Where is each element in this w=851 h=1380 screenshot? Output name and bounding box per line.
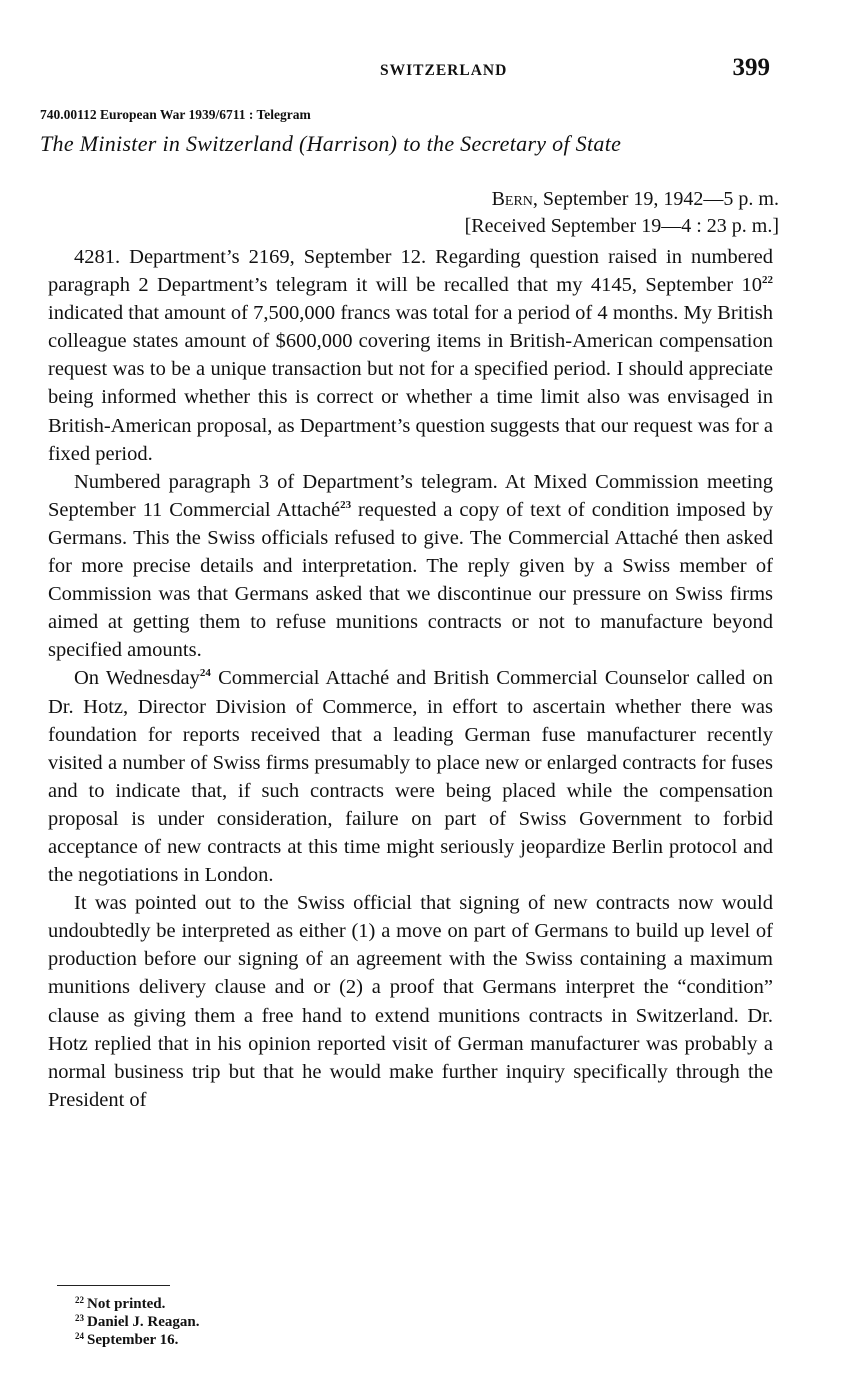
footnote-23: $^{23}$ Daniel J. Reagan. [75, 1313, 200, 1330]
dateline-sent [465, 186, 779, 213]
running-head [48, 56, 772, 88]
paragraph-1: 4281. Department’s 2169, September 12. Regarding question raised in numbered paragraph 2 Department’s telegram it will be recalled that my 4145, September $10^{22}$ indicated that amount of 7,500,000 francs was total for a period of 4 months. My British colleague states amount of $600,000 covering items in British-American compensation request was to be a unique transaction but not for a specified period. I should appreciate being informed whether this is correct or whether a time limit also was envisaged in British-American proposal, as Department’s question suggests that our request was for a fixed period. [48, 246, 773, 465]
page-number: 399 [732, 54, 770, 81]
document-heading: The Minister in Switzerland (Harrison) to the Secretary of State [40, 131, 622, 156]
footnote-22: $^{22}$ Not printed. [75, 1295, 166, 1312]
footnote-divider [57, 1285, 170, 1286]
dateline-place: Bern [491, 188, 533, 210]
footnote-ref-22: 22 [762, 274, 773, 287]
running-title: SWITZERLAND [380, 62, 508, 79]
footnotes [75, 1295, 200, 1349]
paragraph-4: It was pointed out to the Swiss official that signing of new contracts now would undoubtedly be interpreted as either (1) a move on part of Germans to build up level of production before our signing of an agreement with the Swiss containing a maximum munitions delivery clause and or (2) a proof that Germans interpret the “condition” clause as giving them a free hand to extend munitions contracts in Switzerland. Dr. Hotz replied that in his opinion reported visit of German manufacturer was probably a normal business trip but that he would make further inquiry specifically through the President of [48, 892, 773, 1111]
footnote-ref-24: 24 [199, 667, 211, 680]
footnote-24: $^{24}$ September 16. [75, 1331, 179, 1348]
file-number: 740.00112 European War 1939/6711 : Telegram [40, 107, 311, 122]
dateline-received: [Received September 19—4 : 23 p. m.] [464, 215, 779, 237]
telegram-body [48, 243, 773, 1114]
paragraph-3: On Wednesday$^{24}$ Commercial Attaché and British Commercial Counselor called on Dr. Hotz, Director Division of Commerce, in effort to ascertain whether there was foundation for reports received that a leading German fuse manufacturer recently visited a number of Swiss firms presumably to place new or enlarged contracts for fuses and to indicate that, if such contracts were being placed while the compensation proposal is under consideration, failure on part of Swiss Government to forbid acceptance of new contracts at this time might seriously jeopardize Berlin protocol and the negotiations in London. [48, 667, 773, 887]
dateline [465, 186, 779, 240]
paragraph-2: Numbered paragraph 3 of Department’s telegram. At Mixed Commission meeting September 11 Commercial Attaché$^{23}$ requested a copy of text of condition imposed by Germans. This the Swiss officials refused to give. The Commercial Attaché then asked for more precise details and interpretation. The reply given by a Swiss member of Commission was that Germans asked that we discontinue our pressure on Swiss firms aimed at getting them to refuse munitions contracts or not to manufacture beyond specified amounts. [48, 470, 773, 662]
dateline-time: , September 19, 1942—5 p. m. [532, 188, 779, 210]
footnote-ref-23: 23 [340, 498, 352, 511]
